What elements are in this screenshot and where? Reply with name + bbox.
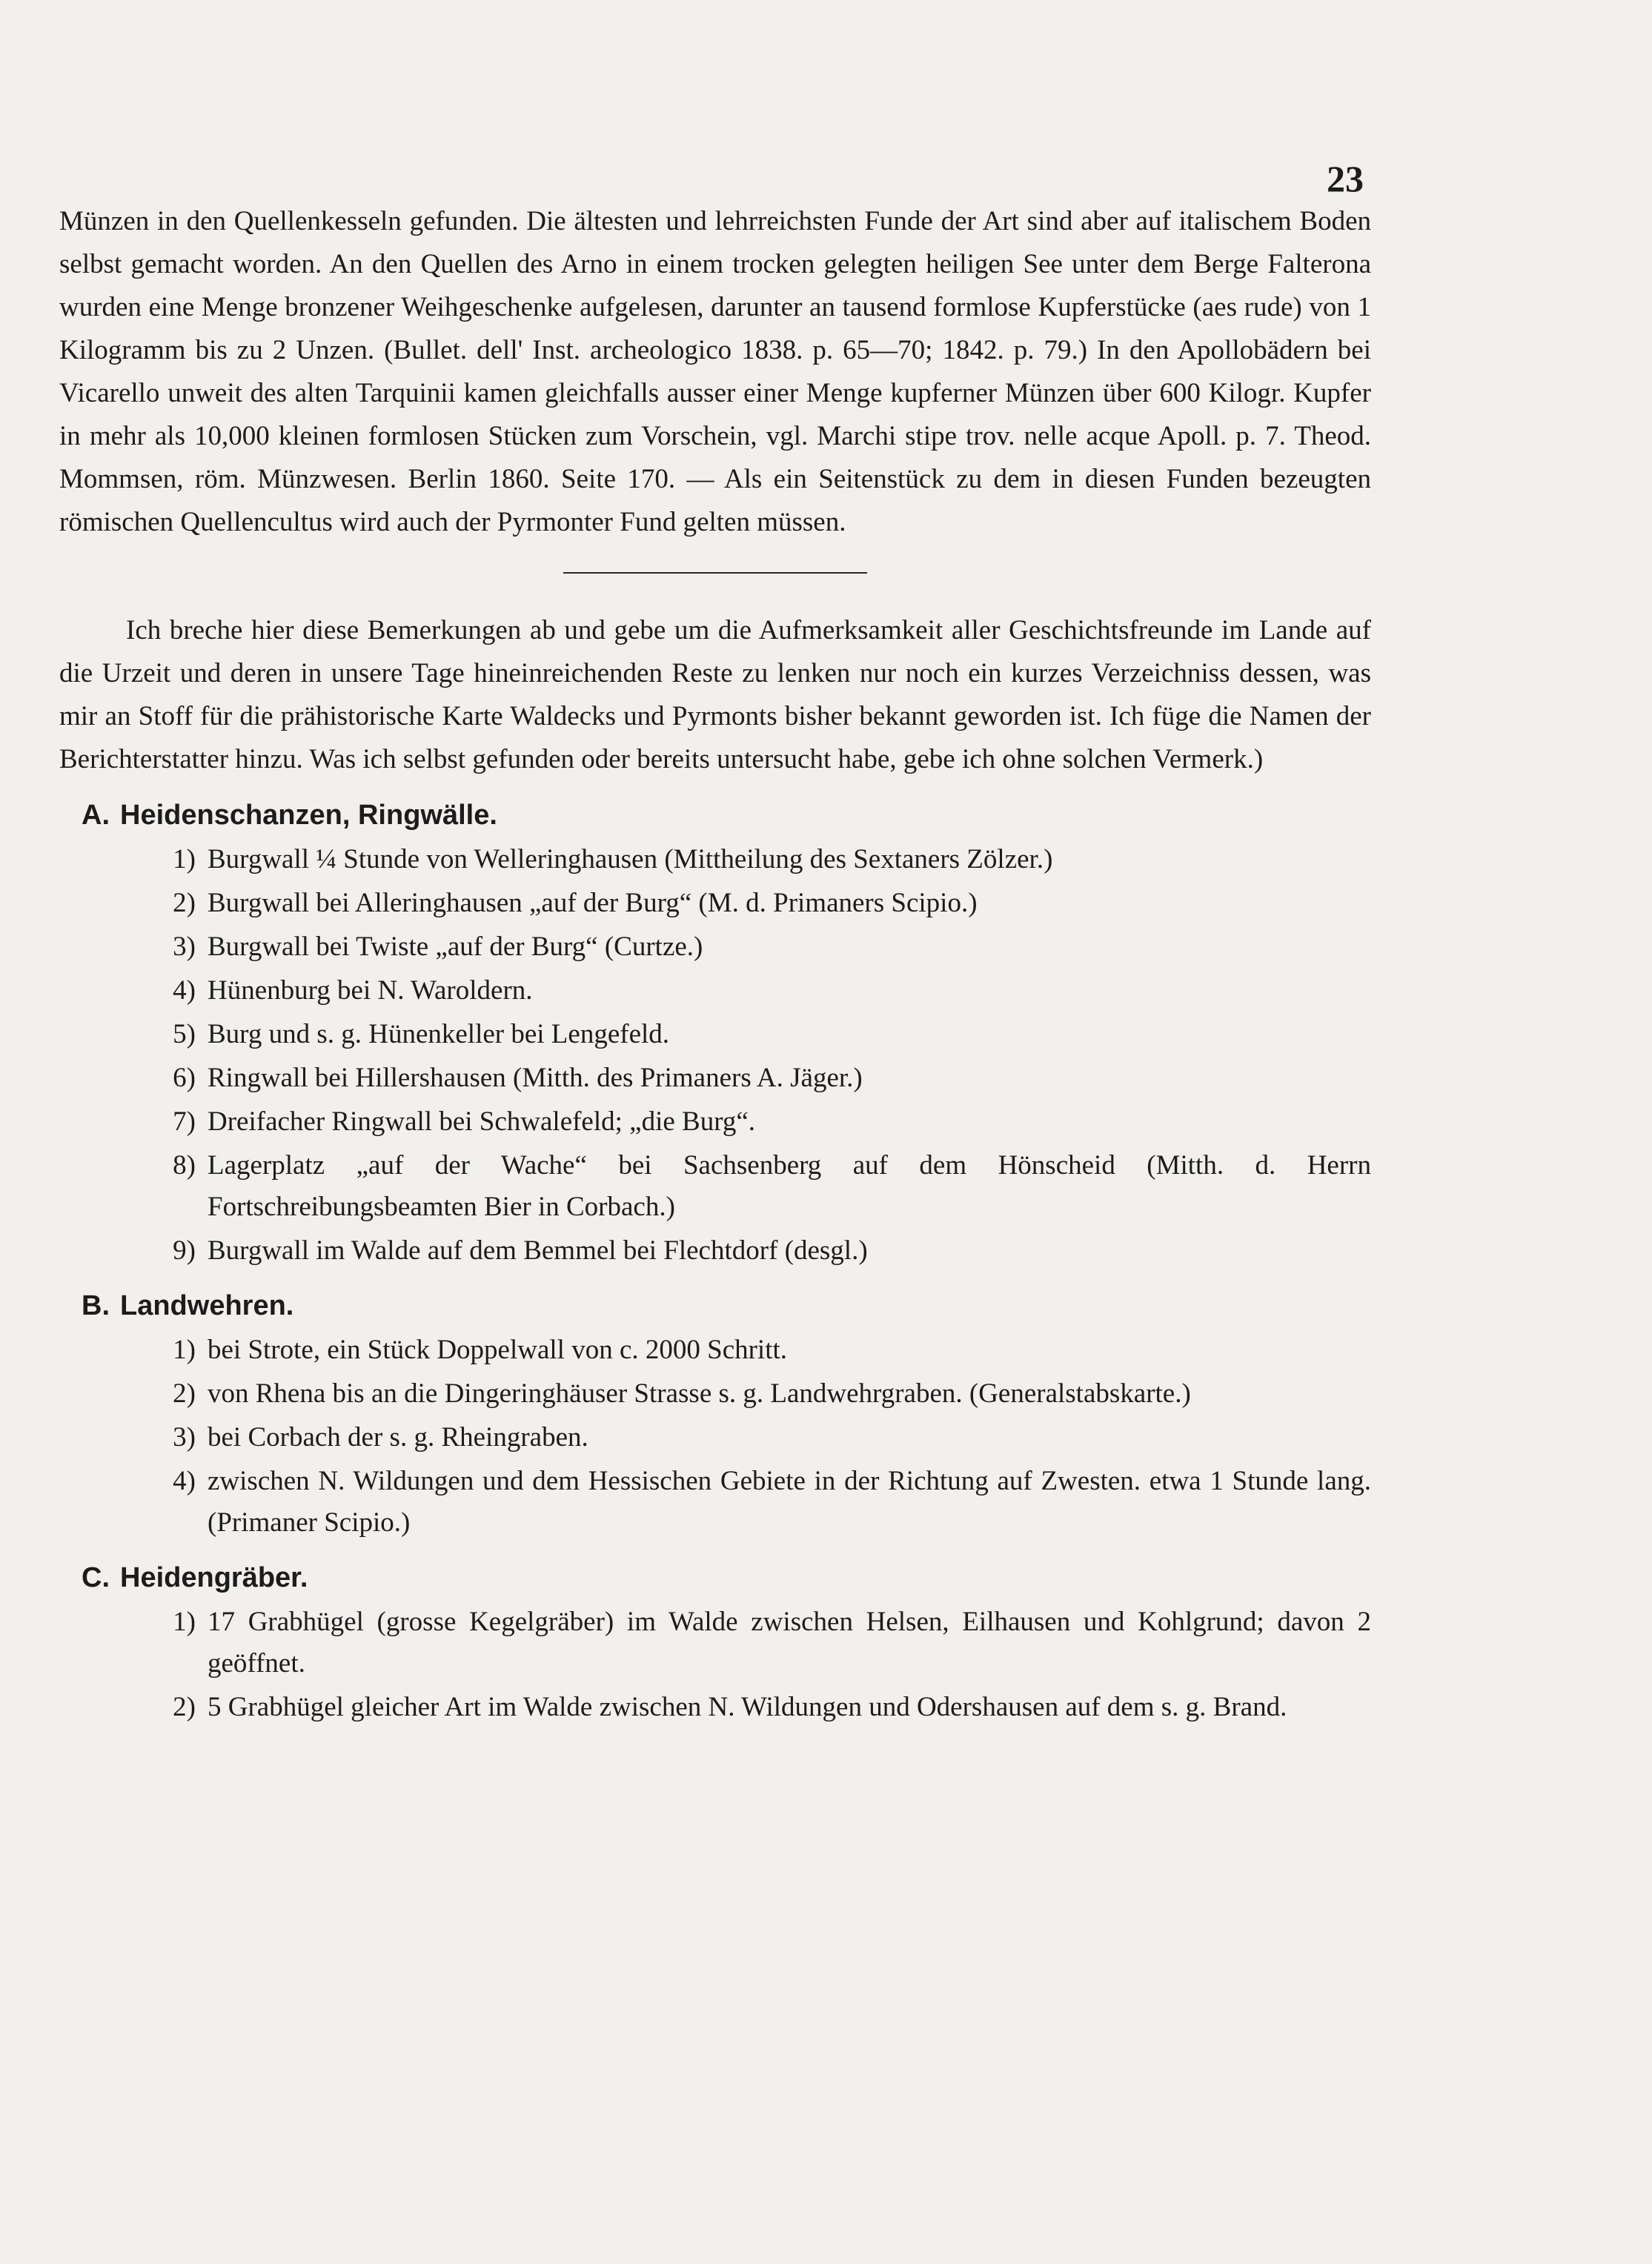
list-item	[59, 1058, 1371, 1099]
list-item	[59, 926, 1371, 968]
list-item	[59, 1101, 1371, 1143]
section-heading	[82, 794, 1371, 836]
item-text: Hünenburg bei N. Waroldern.	[208, 975, 533, 1006]
item-number: 3)	[173, 1422, 196, 1453]
section-letter: C.	[82, 1562, 110, 1593]
item-text: Burgwall im Walde auf dem Bemmel bei Flechtdorf (desgl.)	[208, 1235, 868, 1266]
item-text: 17 Grabhügel (grosse Kegelgräber) im Walde zwischen Helsen, Eilhausen und Kohlgrund; davon 2 geöffnet.	[208, 1607, 1371, 1679]
list-item	[59, 1230, 1371, 1272]
list-item	[59, 1329, 1371, 1371]
item-text: zwischen N. Wildungen und dem Hessischen Gebiete in der Richtung auf Zwesten. etwa 1 Stunde lang. (Primaner Scipio.)	[208, 1466, 1371, 1538]
section-title: Heidenschanzen, Ringwälle.	[120, 800, 497, 831]
item-text: bei Strote, ein Stück Doppelwall von c. 2000 Schritt.	[208, 1335, 788, 1365]
item-text: Burgwall bei Twiste „auf der Burg“ (Curtze.)	[208, 932, 703, 962]
section-heading	[82, 1285, 1371, 1327]
item-number: 2)	[173, 1378, 196, 1409]
item-text: Ringwall bei Hillershausen (Mitth. des Primaners A. Jäger.)	[208, 1063, 863, 1093]
paragraph-inventory-intro: Ich breche hier diese Bemerkungen ab und gebe um die Aufmerksamkeit aller Geschichtsfreunde im Lande auf die Urzeit und deren in unsere Tage hineinreichenden Reste zu lenken nur noch ein kurzes Verzeichniss dessen, was mir an Stoff für die prähistorische Karte Waldecks und Pyrmonts bisher bekannt geworden ist. Ich füge die Namen der Berichterstatter hinzu. Was ich selbst gefunden oder bereits untersucht habe, gebe ich ohne solchen Vermerk.)	[59, 615, 1371, 774]
item-number: 4)	[173, 1466, 196, 1496]
section-title: Landwehren.	[120, 1290, 294, 1321]
section-c	[59, 1557, 1371, 1728]
item-number: 6)	[173, 1063, 196, 1093]
item-number: 8)	[173, 1150, 196, 1181]
section-b	[59, 1285, 1371, 1544]
list-item	[59, 970, 1371, 1012]
section-divider	[563, 572, 867, 574]
item-text: Lagerplatz „auf der Wache“ bei Sachsenberg auf dem Hönscheid (Mitth. d. Herrn Fortschreibungsbeamten Bier in Corbach.)	[208, 1150, 1371, 1222]
item-number: 2)	[173, 1692, 196, 1722]
item-text: bei Corbach der s. g. Rheingraben.	[208, 1422, 588, 1453]
item-number: 7)	[173, 1106, 196, 1137]
section-title: Heidengräber.	[120, 1562, 308, 1593]
list-item	[59, 1145, 1371, 1228]
item-text: Burgwall bei Alleringhausen „auf der Burg“ (M. d. Primaners Scipio.)	[208, 888, 978, 918]
list-item	[59, 1014, 1371, 1055]
item-number: 1)	[173, 844, 196, 874]
section-heading	[82, 1557, 1371, 1599]
item-text: Burgwall ¼ Stunde von Welleringhausen (Mittheilung des Sextaners Zölzer.)	[208, 844, 1053, 874]
item-number: 1)	[173, 1607, 196, 1637]
paragraph-roman-spring-cult: Münzen in den Quellenkesseln gefunden. Die ältesten und lehrreichsten Funde der Art sind aber auf italischem Boden selbst gemacht worden. An den Quellen des Arno in einem trocken gelegten heiligen See unter dem Berge Falterona wurden eine Menge bronzener Weihgeschenke aufgelesen, darunter an tausend formlose Kupferstücke (aes rude) von 1 Kilogramm bis zu 2 Unzen. (Bullet. dell' Inst. archeologico 1838. p. 65—70; 1842. p. 79.) In den Apollobädern bei Vicarello unweit des alten Tarquinii kamen gleichfalls ausser einer Menge kupferner Münzen über 600 Kilogr. Kupfer in mehr als 10,000 kleinen formlosen Stücken zum Vorschein, vgl. Marchi stipe trov. nelle acque Apoll. p. 7. Theod. Mommsen, röm. Münzwesen. Berlin 1860. Seite 170. — Als ein Seitenstück zu dem in diesen Funden bezeugten römischen Quellencultus wird auch der Pyrmonter Fund gelten müssen.	[59, 206, 1371, 537]
item-text: Dreifacher Ringwall bei Schwalefeld; „die Burg“.	[208, 1106, 756, 1137]
section-a	[59, 794, 1371, 1272]
section-list	[59, 1329, 1371, 1544]
list-item	[59, 883, 1371, 924]
list-item	[59, 1373, 1371, 1415]
item-text: 5 Grabhügel gleicher Art im Walde zwischen N. Wildungen und Odershausen auf dem s. g. Brand.	[208, 1692, 1287, 1722]
list-item	[59, 1687, 1371, 1728]
section-letter: A.	[82, 800, 110, 831]
section-list	[59, 1601, 1371, 1728]
list-item	[59, 1601, 1371, 1684]
section-list	[59, 839, 1371, 1272]
item-number: 3)	[173, 932, 196, 962]
list-item	[59, 839, 1371, 880]
list-item	[59, 1417, 1371, 1458]
item-number: 9)	[173, 1235, 196, 1266]
item-number: 5)	[173, 1019, 196, 1049]
item-number: 2)	[173, 888, 196, 918]
list-item	[59, 1461, 1371, 1544]
item-number: 4)	[173, 975, 196, 1006]
page-number: 23	[1327, 158, 1364, 199]
item-number: 1)	[173, 1335, 196, 1365]
section-letter: B.	[82, 1290, 110, 1321]
page-content	[59, 200, 1371, 1730]
item-text: von Rhena bis an die Dingeringhäuser Strasse s. g. Landwehrgraben. (Generalstabskarte.)	[208, 1378, 1191, 1409]
item-text: Burg und s. g. Hünenkeller bei Lengefeld.	[208, 1019, 670, 1049]
